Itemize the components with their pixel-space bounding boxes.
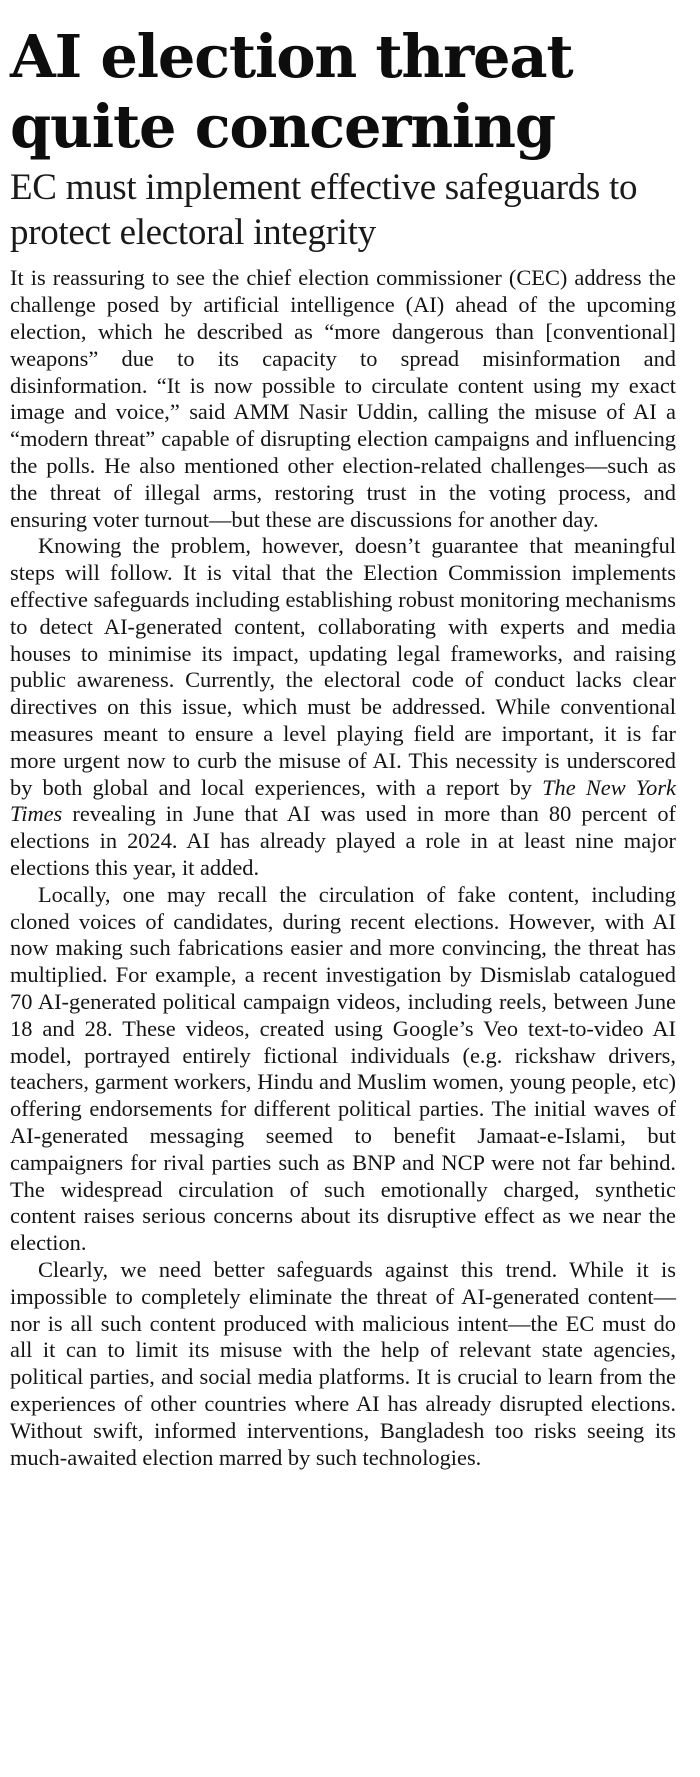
article-body	[10, 265, 676, 1471]
editorial-article	[10, 0, 676, 1471]
paragraph-4: Clearly, we need better safeguards against this trend. While it is impossible to completely eliminate the threat of AI-generated content—nor is all such content produced with malicious intent—the EC must do all it can to limit its misuse with the help of relevant state agencies, political parties, and social media platforms. It is crucial to learn from the experiences of other countries where AI has already disrupted elections. Without swift, informed interventions, Bangladesh too risks seeing its much-awaited election marred by such technologies.	[10, 1256, 676, 1470]
paragraph-2-text-after: revealing in June that AI was used in more than 80 percent of elections in 2024. AI has already played a role in at least nine major elections this year, it added.	[10, 801, 676, 880]
paragraph-1: It is reassuring to see the chief election commissioner (CEC) address the challenge posed by artificial intelligence (AI) ahead of the upcoming election, which he described as “more dangerous than [conventional] weapons” due to its capacity to spread misinformation and disinformation. “It is now possible to circulate content using my exact image and voice,” said AMM Nasir Uddin, calling the misuse of AI a “modern threat” capable of disrupting election campaigns and influencing the polls. He also mentioned other election-related challenges—such as the threat of illegal arms, restoring trust in the voting process, and ensuring voter turnout—but these are discussions for another day.	[10, 265, 676, 532]
paragraph-2-text-before: Knowing the problem, however, doesn’t guarantee that meaningful steps will follow. It is vital that the Election Commission implements effective safeguards including establishing robust monitoring mechanisms to detect AI-generated content, collaborating with experts and media houses to minimise its impact, updating legal frameworks, and raising public awareness. Currently, the electoral code of conduct lacks clear directives on this issue, which must be addressed. While conventional measures meant to ensure a level playing field are important, it is far more urgent now to curb the misuse of AI. This necessity is underscored by both global and local experiences, with a report by	[10, 533, 676, 800]
paragraph-3: Locally, one may recall the circulation of fake content, including cloned voices of candidates, during recent elections. However, with AI now making such fabrications easier and more convincing, the threat has multiplied. For example, a recent investigation by Dismislab catalogued 70 AI-generated political campaign videos, including reels, between June 18 and 28. These videos, created using Google’s Veo text-to-video AI model, portrayed entirely fictional individuals (e.g. rickshaw drivers, teachers, garment workers, Hindu and Muslim women, young people, etc) offering endorsements for different political parties. The initial waves of AI-generated messaging seemed to benefit Jamaat-e-Islami, but campaigners for rival parties such as BNP and NCP were not far behind. The widespread circulation of such emotionally charged, synthetic content raises serious concerns about its disruptive effect as we near the election.	[10, 881, 676, 1256]
headline: AI election threat quite concerning	[10, 22, 573, 161]
publication-name: The New York Times	[10, 774, 676, 827]
subheadline: EC must implement effective safeguards to protect electoral integrity	[10, 167, 638, 254]
paragraph-2	[10, 533, 676, 881]
